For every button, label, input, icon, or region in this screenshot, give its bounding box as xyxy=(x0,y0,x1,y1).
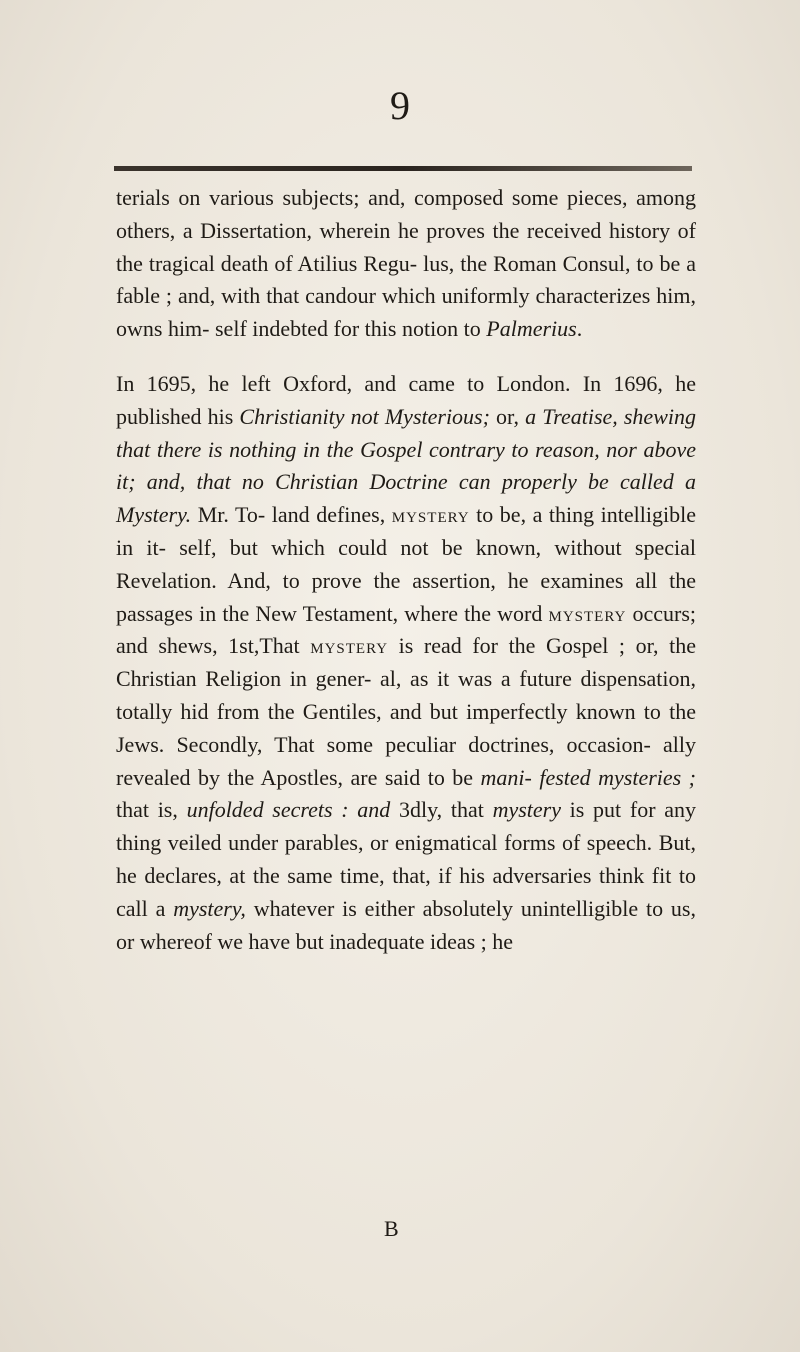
text-span: Mr. To- land defines, xyxy=(191,502,392,528)
small-caps-term: mystery xyxy=(310,633,389,659)
book-subtitle: a Treatise, shewing that there is nothing in the Gospel contrary to reason, nor above it; and, that no Christian Doctrine can properly be called a Mystery. xyxy=(116,403,696,528)
text-span: is read for the Gospel ; or, the Christian Religion in gener- al, as it was a future dispensation, totally hid from the Gentiles, and but imperfectly known to the Jews. Secondly, That some peculiar doctrines, occasion- ally revealed by the Apostles, are said to be xyxy=(116,633,696,790)
text-span: or, xyxy=(489,403,526,429)
italic-phrase: unfolded secrets : and xyxy=(186,797,391,823)
text-span: that is, xyxy=(116,797,187,823)
text-span: occurs; and shews, 1st,That xyxy=(116,600,696,659)
body-text xyxy=(116,182,696,958)
paragraph-1-text: terials on various subjects; and, composed some pieces, among others, a Dissertation, wherein he proves the received history of the tragical death of Atilius Regu- lus, the Roman Consul, to be a fable ; and, with that candour which uniformly characterizes him, owns him- self indebted for this notion to xyxy=(116,185,696,342)
paragraph-1-end: . xyxy=(576,316,583,342)
italic-phrase: mani- fested mysteries ; xyxy=(480,764,696,790)
small-caps-term: mystery xyxy=(391,502,470,528)
book-title: Christianity not Mysterious; xyxy=(239,403,490,429)
text-span: In 1695, he left Oxford, and came to London. In 1696, he published his xyxy=(116,370,696,429)
text-span: is put for any thing veiled under parables, or enigmatical forms of speech. But, he declares, at the same time, that, if his adversaries think fit to call a xyxy=(116,797,696,921)
page-number: 9 xyxy=(390,83,410,128)
text-span: to be, a thing intelligible in it- self, but which could not be known, without special Revelation. And, to prove the assertion, he examines all the passages in the New Testament, where the word xyxy=(116,502,696,626)
italic-phrase: mystery xyxy=(492,797,561,823)
text-span: whatever is either absolutely unintelligible to us, or whereof we have but inadequate ideas ; he xyxy=(116,895,696,954)
catchword: B xyxy=(384,1216,399,1241)
italic-phrase: mystery, xyxy=(173,895,246,921)
paragraph-1 xyxy=(116,182,696,346)
text-span: 3dly, that xyxy=(390,797,493,823)
paragraph-2 xyxy=(116,368,696,958)
small-caps-term: mystery xyxy=(548,600,627,626)
italic-name: Palmerius xyxy=(486,316,577,342)
header-rule xyxy=(114,166,692,171)
